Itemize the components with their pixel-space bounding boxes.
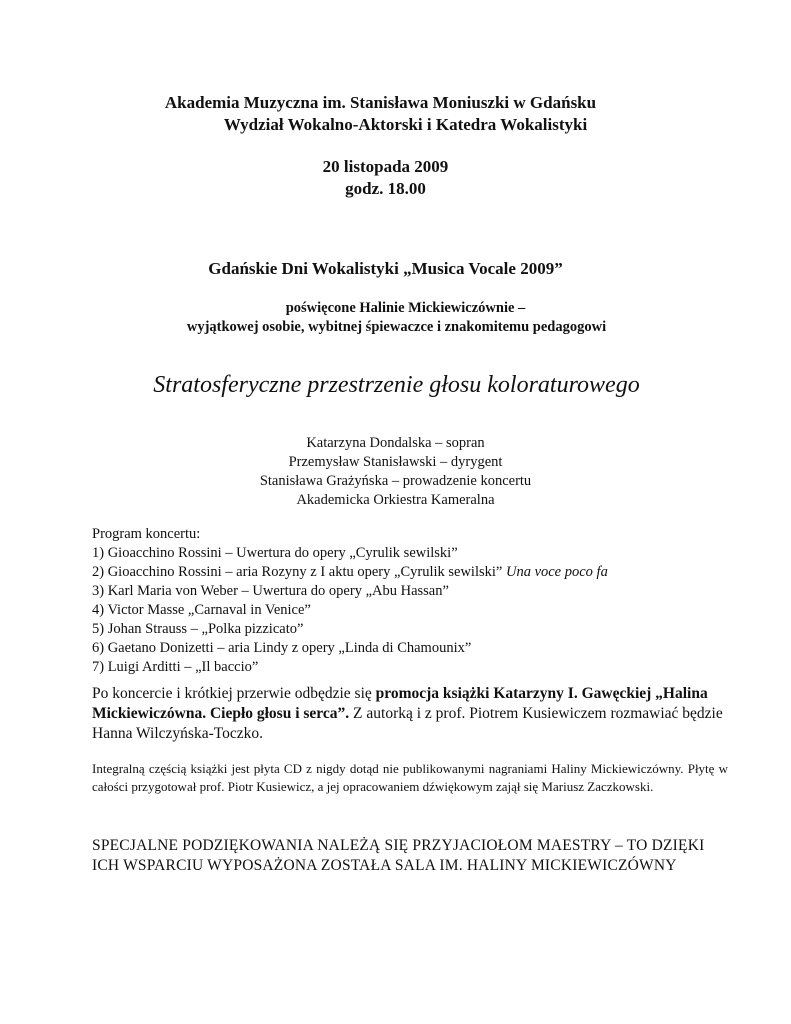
- promotion-details: Z autorką i z prof. Piotrem Kusiewiczem rozmawiać będzie Hanna Wilczyńska-Toczko.: [92, 705, 723, 742]
- program-item-text: 2) Gioacchino Rossini – aria Rozyny z I aktu opery „Cyrulik sewilski”: [92, 564, 506, 580]
- performer-line: [0, 453, 791, 472]
- performer-line: [0, 472, 791, 491]
- performer-soprano: Katarzyna Dondalska – sopran: [306, 435, 485, 451]
- program-item-text: 6) Gaetano Donizetti – aria Lindy z opery „Linda di Chamounix”: [92, 640, 472, 656]
- event-time-text: godz. 18.00: [345, 179, 426, 198]
- performers-list: [0, 434, 791, 510]
- program-item: [92, 544, 732, 563]
- institution-line-1: Akademia Muzyczna im. Stanisława Moniuszki w Gdańsku: [164, 93, 597, 112]
- concert-title-text: Stratosferyczne przestrzenie głosu koloraturowego: [153, 372, 640, 398]
- program-item-text: 7) Luigi Arditti – „Il baccio”: [92, 659, 259, 675]
- book-promotion-paragraph: [92, 684, 728, 744]
- performer-line: [0, 491, 791, 510]
- program-item: [92, 563, 732, 582]
- institution-name: [0, 92, 791, 114]
- program-item-aria-title: Una voce poco fa: [505, 564, 608, 580]
- event-date: [0, 156, 791, 178]
- program-heading: Program koncertu:: [92, 526, 201, 542]
- dedication-line-1: poświęcone Halinie Mickiewiczównie –: [285, 300, 526, 316]
- cd-note-paragraph: Integralną częścią książki jest płyta CD z nigdy dotąd nie publikowanymi nagraniami Haliny Mickiewiczówny. Płytę w całości przygotował prof. Piotr Kusiewicz, a jej opracowaniem dźwiękowym zajął się Mariusz Zaczkowski.: [92, 761, 728, 794]
- institution-line-2: Wydział Wokalno-Aktorski i Katedra Wokalistyki: [223, 115, 588, 134]
- festival-name-text: Gdańskie Dni Wokalistyki „Musica Vocale 2009”: [208, 259, 563, 278]
- event-time: [0, 178, 791, 200]
- promotion-book-title: promocja książki Katarzyny I. Gawęckiej „Halina Mickiewiczówna. Ciepło głosu i serca”.: [92, 685, 708, 722]
- program-item: [92, 639, 732, 658]
- program-item: [92, 582, 732, 601]
- program-item: [92, 601, 732, 620]
- thanks-paragraph: SPECJALNE PODZIĘKOWANIA NALEŻĄ SIĘ PRZYJACIOŁOM MAESTRY – TO DZIĘKI ICH WSPARCIU WYPOSAŻONA ZOSTAŁA SALA IM. HALINY MICKIEWICZÓWNY: [92, 837, 705, 874]
- program-item-text: 1) Gioacchino Rossini – Uwertura do opery „Cyrulik sewilski”: [92, 545, 458, 561]
- concert-program: [92, 525, 732, 677]
- performer-conductor: Przemysław Stanisławski – dyrygent: [288, 454, 503, 470]
- dedication-continued: [0, 318, 791, 337]
- dedication-line-2: wyjątkowej osobie, wybitnej śpiewaczce i znakomitemu pedagogowi: [186, 319, 607, 335]
- festival-name: [0, 258, 791, 280]
- performer-line: [0, 434, 791, 453]
- program-item-text: 5) Johan Strauss – „Polka pizzicato”: [92, 621, 304, 637]
- program-item-text: 4) Victor Masse „Carnaval in Venice”: [92, 602, 311, 618]
- performer-orchestra: Akademicka Orkiestra Kameralna: [296, 492, 495, 508]
- concert-title: [0, 370, 791, 400]
- event-date-text: 20 listopada 2009: [322, 157, 449, 176]
- institution-department: [0, 114, 791, 136]
- dedication: [0, 299, 791, 318]
- program-item: [92, 658, 732, 677]
- program-item-text: 3) Karl Maria von Weber – Uwertura do opery „Abu Hassan”: [92, 583, 449, 599]
- performer-host: Stanisława Grażyńska – prowadzenie koncertu: [259, 473, 532, 489]
- promotion-intro: Po koncercie i krótkiej przerwie odbędzie się: [92, 685, 376, 702]
- program-item: [92, 620, 732, 639]
